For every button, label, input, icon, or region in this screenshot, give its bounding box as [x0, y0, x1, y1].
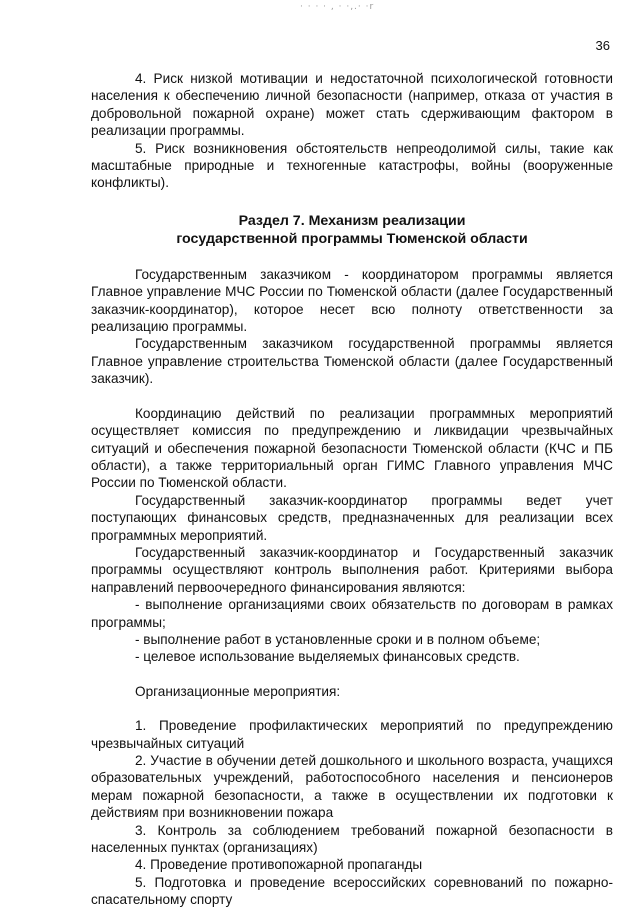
risk-item-4: 4. Риск низкой мотивации и недостаточной психологической готовности населения к обеспечению личной безопасности (например, отказа от участия в добровольной пожарной охране) может стать сдерживающим фактором в реализации программы. [91, 71, 613, 139]
measure-item-5: 5. Подготовка и проведение всероссийских соревнований по пожарно-спасательному спорту [91, 874, 613, 908]
paragraph-coordinator: Государственным заказчиком - координатором программы является Главное управление МЧС России по Тюменской области (далее Государственный заказчик-координатор), которое несет всю полноту ответственности за реализацию программы. [91, 266, 613, 335]
measure-item-2: 2. Участие в обучении детей дошкольного и школьного возраста, учащихся образовательных учреждений, работоспособного населения и пенсионеров мерам пожарной безопасности, а также в осуществлении их подготовки к действиям при возникновении пожара [91, 753, 613, 821]
measure-item-3: 3. Контроль за соблюдением требований пожарной безопасности в населенных пунктах (организациях) [91, 822, 613, 856]
criteria-item-3: - целевое использование выделяемых финансовых средств. [135, 649, 520, 665]
paragraph-customer: Государственным заказчиком государственной программы является Главное управление строительства Тюменской области (далее Государственный заказчик). [91, 336, 613, 387]
org-measures-title: Организационные мероприятия: [135, 683, 341, 699]
criteria-item-2: - выполнение работ в установленные сроки и в полном объеме; [135, 631, 541, 647]
scan-marks: · · · · , · ·,.· ·r [300, 2, 375, 12]
risk-item-5: 5. Риск возникновения обстоятельств непреодолимой силы, такие как масштабные природные и техногенные катастрофы, войны (вооруженные конфликты). [91, 140, 613, 191]
spacer [91, 666, 613, 683]
criteria-item-1: - выполнение организациями своих обязательств по договорам в рамках программы; [91, 597, 613, 630]
paragraph-accounting: Государственный заказчик-координатор программы ведет учет поступающих финансовых средств, предназначенных для реализации всех программных мероприятий. [91, 492, 613, 543]
paragraph-coordination: Координацию действий по реализации программных мероприятий осуществляет комиссия по предупреждению и ликвидации чрезвычайных ситуаций и обеспечения пожарной безопасности Тюменской области (КЧС и ПБ области), а также территориальный орган ГИМС Главного управления МЧС России по Тюменской области. [91, 405, 613, 491]
page-number: 36 [595, 38, 610, 53]
paragraph-control: Государственный заказчик-координатор и Государственный заказчик программы осуществляют контроль выполнения работ. Критериями выбора направлений первоочередного финансирования являются: [91, 544, 613, 595]
section-heading-line-2: государственной программы Тюменской области [176, 230, 528, 247]
section-heading-line-1: Раздел 7. Механизм реализации [238, 212, 466, 229]
measure-item-4: 4. Проведение противопожарной пропаганды [135, 857, 423, 873]
document-body [91, 70, 613, 909]
section-heading [91, 212, 613, 248]
measure-item-1: 1. Проведение профилактических мероприятий по предупреждению чрезвычайных ситуаций [91, 718, 613, 751]
spacer [91, 700, 613, 717]
spacer [91, 388, 613, 405]
